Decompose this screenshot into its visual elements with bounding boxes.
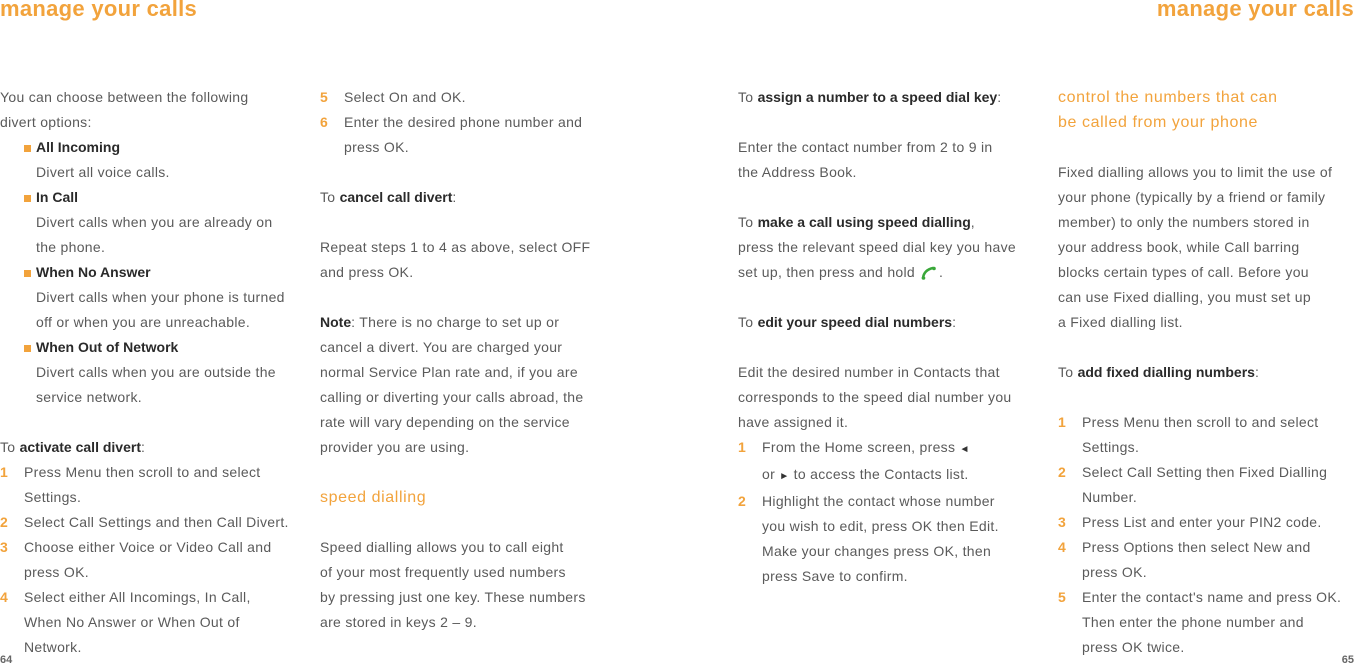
make-call-heading: To make a call using speed dialling,: [738, 214, 975, 230]
option-title: In Call: [36, 189, 79, 205]
fixed-text: your phone (typically by a friend or family: [1058, 189, 1326, 205]
step-number: 1: [738, 439, 746, 455]
step-3: 3 Choose either Voice or Video Call and press OK.: [0, 535, 300, 585]
fixed-dialling-title: be called from your phone: [1058, 114, 1258, 131]
edit-step-2: 2 Highlight the contact whose number you wish to edit, press OK then Edit. Make your changes press OK, then press Save to confirm.: [738, 489, 1038, 589]
speed-dialling-title: speed dialling: [320, 489, 427, 506]
intro-line: You can choose between the following: [0, 89, 249, 105]
speed-text: are stored in keys 2 – 9.: [320, 614, 477, 630]
repeat-text: Repeat steps 1 to 4 as above, select OFF: [320, 239, 591, 255]
fixed-text: a Fixed dialling list.: [1058, 314, 1183, 330]
step-6: 6 Enter the desired phone number and press OK.: [320, 110, 620, 160]
page-number-right: 65: [1341, 654, 1354, 666]
option-desc: off or when you are unreachable.: [36, 314, 251, 330]
step-4: 4 Select either All Incomings, In Call, When No Answer or When Out of Network.: [0, 585, 300, 660]
option-all-incoming: [0, 135, 300, 160]
bullet-square-icon: [24, 345, 31, 352]
option-desc: Divert calls when you are already on: [36, 214, 273, 230]
column-speed-dial-keys: [738, 85, 1038, 589]
option-title: When Out of Network: [36, 339, 179, 355]
right-arrow-icon: ►: [779, 471, 790, 482]
enter-text: the Address Book.: [738, 164, 857, 180]
call-key-icon: [921, 266, 939, 280]
activate-heading: To activate call divert:: [0, 439, 146, 455]
note-text: normal Service Plan rate and, if you are: [320, 364, 578, 380]
option-out-of-network: [0, 335, 300, 360]
fixed-step-5: 5 Enter the contact's name and press OK. Then enter the phone number and press OK twice.: [1058, 585, 1354, 660]
step-number: 5: [320, 89, 328, 105]
bullet-square-icon: [24, 195, 31, 202]
column-fixed-dialling: [1058, 85, 1354, 660]
option-no-answer: [0, 260, 300, 285]
left-arrow-icon: ◄: [959, 444, 970, 455]
edit-text: have assigned it.: [738, 414, 849, 430]
assign-heading: To assign a number to a speed dial key:: [738, 89, 1002, 105]
step-number: 3: [1058, 514, 1066, 530]
note-text: provider you are using.: [320, 439, 470, 455]
option-desc: service network.: [36, 389, 142, 405]
page-number-left: 64: [0, 654, 13, 666]
right-page-header: manage your calls: [1156, 0, 1354, 21]
bullet-square-icon: [24, 270, 31, 277]
speed-text: by pressing just one key. These numbers: [320, 589, 586, 605]
fixed-text: Fixed dialling allows you to limit the use of: [1058, 164, 1333, 180]
left-page-header: manage your calls: [0, 0, 198, 21]
option-title: All Incoming: [36, 139, 120, 155]
step-5: 5 Select On and OK.: [320, 85, 620, 110]
bullet-square-icon: [24, 145, 31, 152]
fixed-step-2: 2 Select Call Setting then Fixed Dialling Number.: [1058, 460, 1354, 510]
edit-text: corresponds to the speed dial number you: [738, 389, 1012, 405]
step-number: 2: [738, 493, 746, 509]
fixed-text: can use Fixed dialling, you must set up: [1058, 289, 1311, 305]
enter-text: Enter the contact number from 2 to 9 in: [738, 139, 993, 155]
cancel-heading: To cancel call divert:: [320, 189, 457, 205]
note-text: rate will vary depending on the service: [320, 414, 570, 430]
step-number: 4: [0, 589, 8, 605]
note-text: calling or diverting your calls abroad, the: [320, 389, 584, 405]
step-1: 1 Press Menu then scroll to and select Settings.: [0, 460, 300, 510]
fixed-step-1: 1 Press Menu then scroll to and select Settings.: [1058, 410, 1354, 460]
step-number: 1: [0, 464, 8, 480]
column-cancel-and-speed: [320, 85, 620, 635]
column-divert-options: [0, 85, 300, 660]
option-desc: Divert calls when you are outside the: [36, 364, 276, 380]
add-fixed-heading: To add fixed dialling numbers:: [1058, 364, 1260, 380]
step-number: 6: [320, 114, 328, 130]
edit-step-1: 1 From the Home screen, press ◄ or ► to access the Contacts list.: [738, 435, 1038, 489]
option-title: When No Answer: [36, 264, 151, 280]
speed-text: of your most frequently used numbers: [320, 564, 566, 580]
option-in-call: [0, 185, 300, 210]
fixed-text: blocks certain types of call. Before you: [1058, 264, 1309, 280]
speed-text: Speed dialling allows you to call eight: [320, 539, 564, 555]
step-number: 3: [0, 539, 8, 555]
intro-line: divert options:: [0, 114, 92, 130]
step-2: 2 Select Call Settings and then Call Divert.: [0, 510, 300, 535]
note-text: Note: There is no charge to set up or: [320, 314, 560, 330]
option-desc: the phone.: [36, 239, 106, 255]
step-number: 5: [1058, 589, 1066, 605]
fixed-step-4: 4 Press Options then select New and press OK.: [1058, 535, 1354, 585]
step-number: 2: [0, 514, 8, 530]
edit-heading: To edit your speed dial numbers:: [738, 314, 957, 330]
step-number: 1: [1058, 414, 1066, 430]
fixed-dialling-title: control the numbers that can: [1058, 89, 1278, 106]
fixed-step-3: 3 Press List and enter your PIN2 code.: [1058, 510, 1354, 535]
step-number: 4: [1058, 539, 1066, 555]
edit-text: Edit the desired number in Contacts that: [738, 364, 1000, 380]
step-number: 2: [1058, 464, 1066, 480]
fixed-text: member) to only the numbers stored in: [1058, 214, 1310, 230]
note-text: cancel a divert. You are charged your: [320, 339, 563, 355]
option-desc: Divert all voice calls.: [36, 164, 170, 180]
fixed-text: your address book, while Call barring: [1058, 239, 1300, 255]
make-call-text: set up, then press and hold .: [738, 264, 944, 280]
option-desc: Divert calls when your phone is turned: [36, 289, 285, 305]
make-call-text: press the relevant speed dial key you have: [738, 239, 1016, 255]
repeat-text: and press OK.: [320, 264, 414, 280]
